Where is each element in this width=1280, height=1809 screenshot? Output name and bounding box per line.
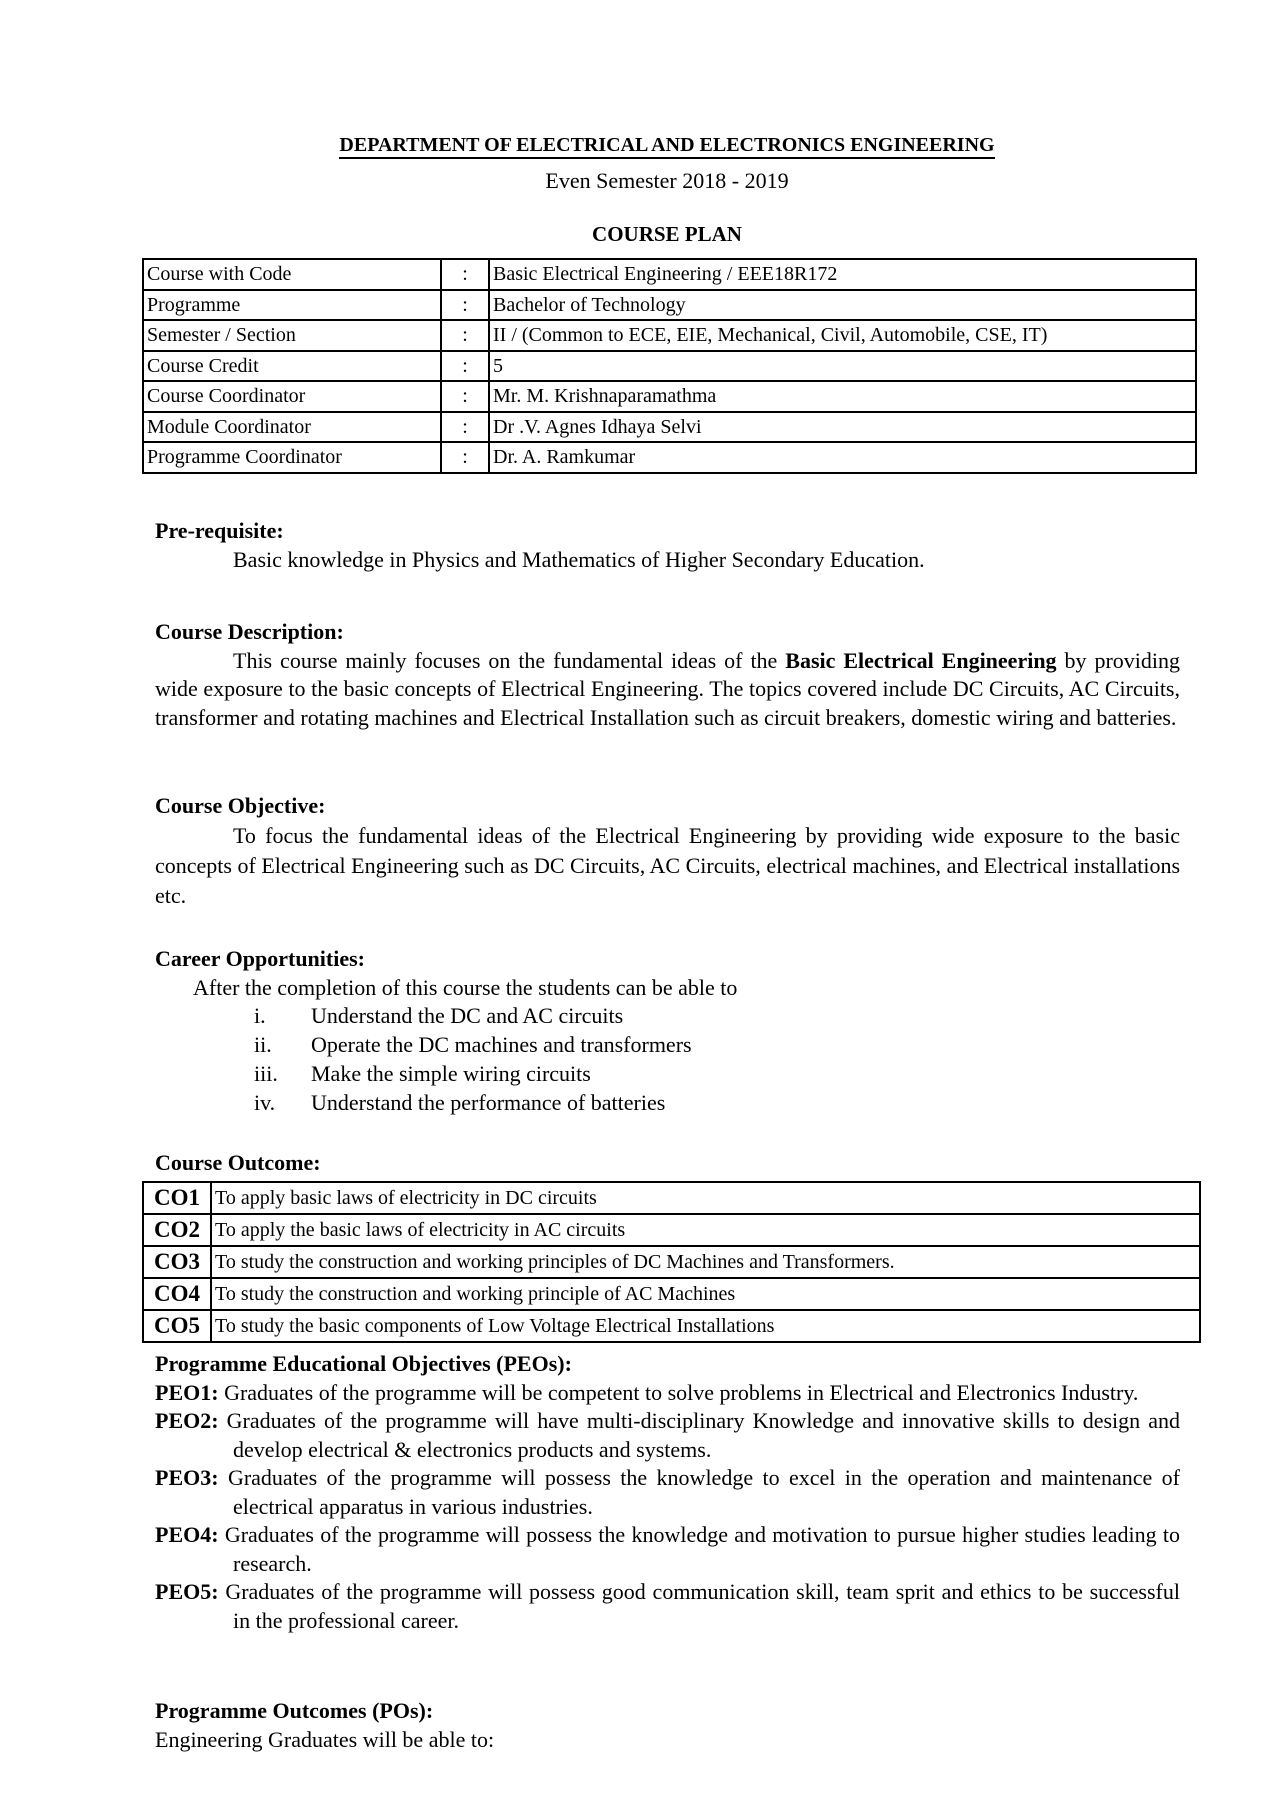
outcome-row <box>143 1246 1200 1278</box>
objective-text: To focus the fundamental ideas of the Electrical Engineering by providing wide exposure to the basic concepts of Electrical Engineering such as DC Circuits, AC Circuits, electrical machines, and Electrical installations etc. <box>155 822 1180 908</box>
prerequisite-section <box>155 517 1180 574</box>
outcome-row <box>143 1182 1200 1214</box>
info-row <box>143 381 1196 412</box>
semester-label: Even Semester 2018 - 2019 <box>545 168 789 193</box>
outcome-text: To study the construction and working principle of AC Machines <box>211 1278 1200 1310</box>
info-value: Mr. M. Krishnaparamathma <box>489 381 1196 412</box>
career-item <box>155 1089 1180 1118</box>
peo-text: Graduates of the programme will possess good communication skill, team sprit and ethics to be successful in the professional career. <box>225 1579 1180 1633</box>
info-separator: : <box>441 412 489 443</box>
info-label: Programme Coordinator <box>143 442 441 473</box>
peo-item <box>155 1407 1180 1464</box>
info-separator: : <box>441 442 489 473</box>
peo-item <box>155 1578 1180 1635</box>
info-value: Bachelor of Technology <box>489 290 1196 321</box>
outcome-text: To study the basic components of Low Voltage Electrical Installations <box>211 1310 1200 1342</box>
peo-item <box>155 1464 1180 1521</box>
outcome-id: CO3 <box>143 1246 211 1278</box>
career-item-text: Make the simple wiring circuits <box>311 1061 591 1086</box>
outcome-id: CO4 <box>143 1278 211 1310</box>
department-title: DEPARTMENT OF ELECTRICAL AND ELECTRONICS ENGINEERING <box>0 134 1280 157</box>
outcome-id: CO1 <box>143 1182 211 1214</box>
outcome-id: CO2 <box>143 1214 211 1246</box>
po-intro: Engineering Graduates will be able to: <box>155 1726 495 1752</box>
peo-text: Graduates of the programme will possess the knowledge to excel in the operation and maintenance of electrical apparatus in various industries. <box>227 1465 1180 1519</box>
info-row <box>143 412 1196 443</box>
objective-heading: Course Objective: <box>155 793 326 818</box>
peo-id: PEO5: <box>155 1579 219 1604</box>
info-separator: : <box>441 351 489 382</box>
info-separator: : <box>441 381 489 412</box>
outcome-id: CO5 <box>143 1310 211 1342</box>
info-row <box>143 320 1196 351</box>
info-value: Basic Electrical Engineering / EEE18R172 <box>489 259 1196 290</box>
career-item-text: Understand the DC and AC circuits <box>311 1003 624 1028</box>
career-item <box>155 1002 1180 1031</box>
outcome-heading: Course Outcome: <box>155 1150 321 1175</box>
outcome-text: To apply basic laws of electricity in DC circuits <box>211 1182 1200 1214</box>
outcome-row <box>143 1278 1200 1310</box>
career-list <box>155 1002 1180 1118</box>
info-separator: : <box>441 290 489 321</box>
po-heading: Programme Outcomes (POs): <box>155 1698 434 1723</box>
outcome-heading-wrap <box>155 1149 1180 1178</box>
info-value: Dr. A. Ramkumar <box>489 442 1196 473</box>
document-title: COURSE PLAN <box>592 222 742 246</box>
course-info-table <box>142 258 1197 474</box>
outcome-row <box>143 1214 1200 1246</box>
info-row <box>143 351 1196 382</box>
objective-section <box>155 792 1180 911</box>
peo-id: PEO1: <box>155 1379 219 1405</box>
course-outcome-table <box>142 1181 1201 1343</box>
career-item-number: ii. <box>254 1032 272 1057</box>
peo-id: PEO2: <box>155 1408 219 1433</box>
prerequisite-text: Basic knowledge in Physics and Mathematics of Higher Secondary Education. <box>233 546 925 572</box>
peo-id: PEO4: <box>155 1522 219 1547</box>
info-row <box>143 442 1196 473</box>
outcome-text: To apply the basic laws of electricity in AC circuits <box>211 1214 1200 1246</box>
info-label: Course Coordinator <box>143 381 441 412</box>
info-row <box>143 290 1196 321</box>
info-label: Course Credit <box>143 351 441 382</box>
peo-text: Graduates of the programme will possess the knowledge and motivation to pursue higher studies leading to research. <box>224 1522 1180 1576</box>
career-item-text: Operate the DC machines and transformers <box>311 1032 692 1057</box>
info-label: Semester / Section <box>143 320 441 351</box>
info-label: Module Coordinator <box>143 412 441 443</box>
info-separator: : <box>441 259 489 290</box>
career-item <box>155 1031 1180 1060</box>
prerequisite-heading: Pre-requisite: <box>155 518 284 543</box>
peo-text: Graduates of the programme will be competent to solve problems in Electrical and Electronics Industry. <box>224 1379 1139 1405</box>
peo-heading: Programme Educational Objectives (PEOs): <box>155 1351 572 1376</box>
info-label: Programme <box>143 290 441 321</box>
peo-item <box>155 1521 1180 1578</box>
outcome-text: To study the construction and working principles of DC Machines and Transformers. <box>211 1246 1200 1278</box>
outcome-row <box>143 1310 1200 1342</box>
career-item-number: iii. <box>254 1061 278 1086</box>
career-section <box>155 945 1180 1118</box>
description-heading: Course Description: <box>155 619 344 644</box>
peo-item <box>155 1379 1180 1408</box>
career-item-text: Understand the performance of batteries <box>311 1090 666 1115</box>
career-item <box>155 1060 1180 1089</box>
career-heading: Career Opportunities: <box>155 946 365 971</box>
info-row <box>143 259 1196 290</box>
info-value: 5 <box>489 351 1196 382</box>
po-section <box>155 1697 1180 1754</box>
peo-text: Graduates of the programme will have multi-disciplinary Knowledge and innovative skills to design and develop electrical & electronics products and systems. <box>226 1408 1181 1462</box>
peo-section <box>155 1350 1180 1635</box>
info-value: II / (Common to ECE, EIE, Mechanical, Civil, Automobile, CSE, IT) <box>489 320 1196 351</box>
info-separator: : <box>441 320 489 351</box>
career-item-number: iv. <box>254 1090 276 1115</box>
peo-id: PEO3: <box>155 1465 219 1490</box>
description-section <box>155 618 1180 732</box>
career-intro: After the completion of this course the students can be able to <box>193 974 738 1000</box>
info-label: Course with Code <box>143 259 441 290</box>
info-value: Dr .V. Agnes Idhaya Selvi <box>489 412 1196 443</box>
description-text: This course mainly focuses on the fundamental ideas of the Basic Electrical Engineering by providing wide exposure to the basic concepts of Electrical Engineering. The topics covered include DC Circuits, AC Circuits, transformer and rotating machines and Electrical Installation such as circuit breakers, domestic wiring and batteries. <box>155 647 1180 730</box>
career-item-number: i. <box>254 1003 266 1028</box>
